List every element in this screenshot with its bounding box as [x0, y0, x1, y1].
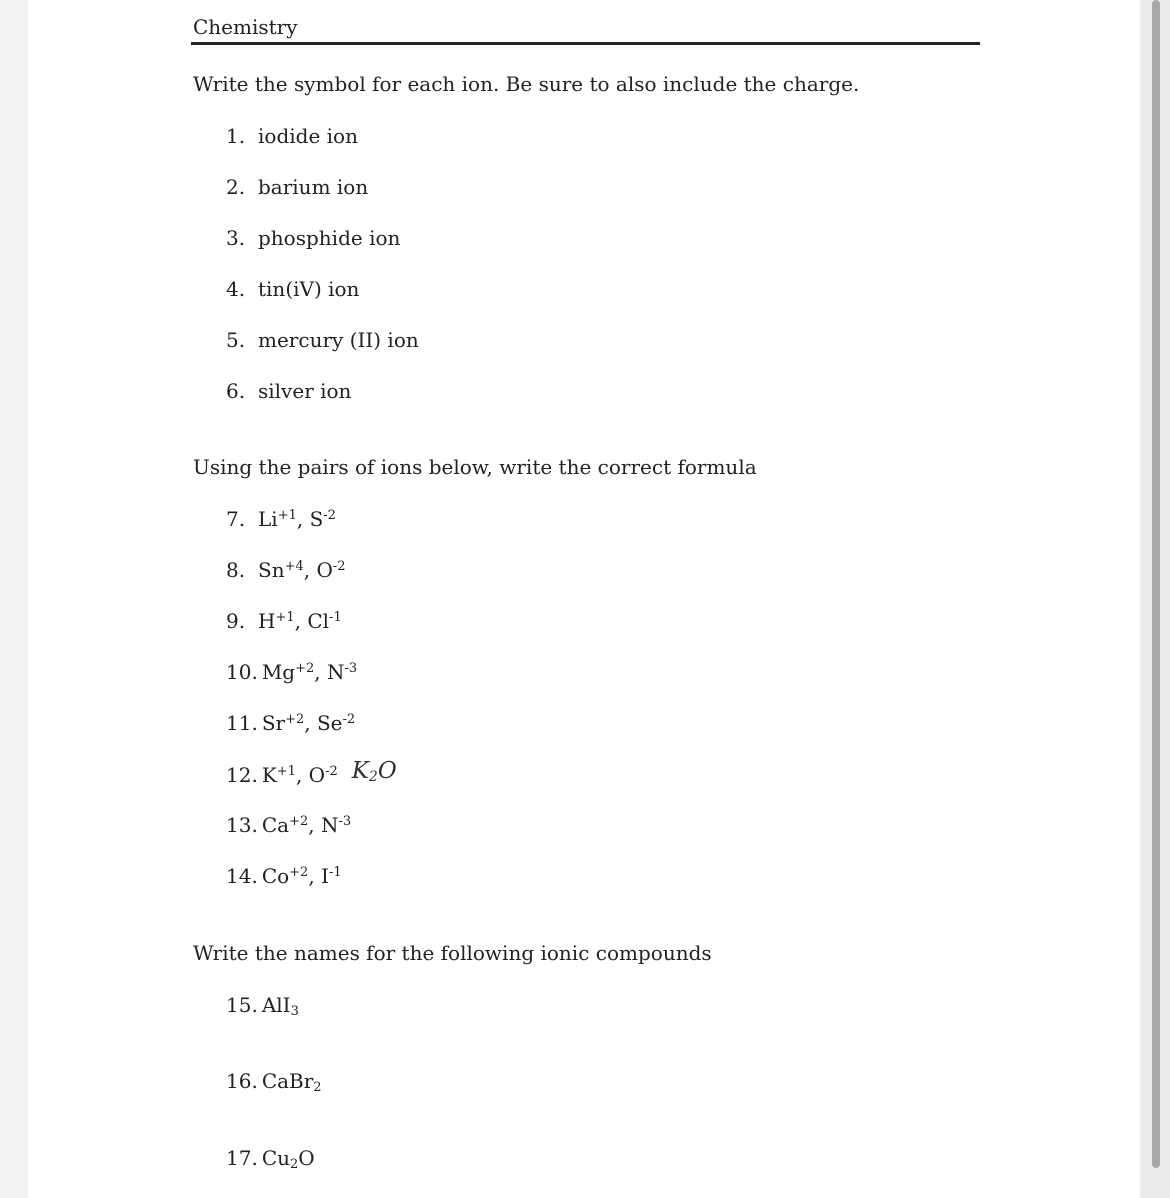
worksheet-page	[28, 0, 1140, 1198]
cation-charge: +1	[276, 764, 296, 779]
formula-tail: O	[298, 1146, 315, 1170]
anion-charge: -2	[323, 508, 336, 523]
question-number: 1.	[226, 124, 246, 148]
cation-symbol: Mg	[261, 660, 296, 684]
question-number: 17.	[226, 1146, 258, 1170]
cation-symbol: K	[261, 763, 277, 787]
compound-formula: Cu	[261, 1146, 290, 1170]
formula-subscript: 3	[290, 1004, 299, 1019]
cation-symbol: Sn	[258, 558, 285, 582]
anion-charge: -1	[329, 610, 342, 625]
question-number: 4.	[226, 277, 246, 301]
question-number: 7.	[226, 507, 246, 531]
cation-charge: +1	[275, 610, 295, 625]
anion-charge: -3	[344, 661, 358, 676]
question-4	[226, 277, 359, 301]
question-number: 3.	[226, 226, 246, 250]
anion-charge: -2	[325, 764, 338, 779]
formula-subscript: 2	[313, 1080, 322, 1095]
question-number: 6.	[226, 379, 246, 403]
page-title: Chemistry	[193, 15, 298, 39]
cation-charge: +4	[284, 559, 304, 574]
anion-symbol: N	[320, 813, 339, 837]
question-text: silver ion	[258, 379, 352, 403]
section1-instruction: Write the symbol for each ion. Be sure to also include the charge.	[193, 72, 860, 96]
question-number: 12.	[226, 763, 258, 787]
page-header	[191, 15, 980, 45]
question-number: 13.	[226, 813, 258, 837]
question-13: 13. $Ca^{+2}$, $N^{-3}$	[226, 813, 352, 837]
question-number: 9.	[226, 609, 246, 633]
cation-charge: +2	[289, 865, 309, 880]
anion-symbol: S	[309, 507, 324, 531]
question-text: iodide ion	[258, 124, 358, 148]
question-number: 14.	[226, 864, 258, 888]
cation-symbol: Sr	[261, 711, 286, 735]
section3-instruction: Write the names for the following ionic compounds	[193, 941, 712, 965]
question-10: 10. $Mg^{+2}$, $N^{-3}$	[226, 660, 358, 684]
cation-symbol: Ca	[261, 813, 290, 837]
anion-charge: -1	[328, 865, 342, 880]
cation-symbol: Co	[261, 864, 290, 888]
question-number: 16.	[226, 1069, 258, 1093]
anion-symbol: I	[321, 864, 329, 888]
question-7: 7. $Li^{+1}$, $S^{-2}$	[226, 507, 336, 531]
question-text: mercury (II) ion	[258, 328, 419, 352]
question-number: 2.	[226, 175, 246, 199]
anion-charge: -2	[342, 712, 356, 727]
question-14: 14. $Co^{+2}$, $I^{-1}$	[226, 864, 342, 888]
question-number: 11.	[226, 711, 258, 735]
question-16	[226, 1069, 322, 1095]
question-1	[226, 124, 358, 148]
formula-subscript: 2	[290, 1157, 299, 1172]
question-text: barium ion	[258, 175, 369, 199]
anion-charge: -3	[338, 814, 352, 829]
question-2	[226, 175, 368, 199]
anion-symbol: Se	[316, 711, 343, 735]
question-number: 8.	[226, 558, 246, 582]
question-15	[226, 993, 299, 1019]
question-text: phosphide ion	[258, 226, 401, 250]
question-text: tin(iV) ion	[258, 277, 360, 301]
question-12: 12. $K^{+1}$, $O^{-2}$ $K_2O$	[226, 758, 397, 787]
question-5	[226, 328, 419, 352]
cation-charge: +2	[295, 661, 315, 676]
cation-symbol: Li	[258, 507, 278, 531]
question-3	[226, 226, 400, 250]
compound-formula: AlI	[261, 993, 291, 1017]
question-17	[226, 1146, 315, 1172]
anion-charge: -2	[332, 559, 346, 574]
question-8: 8. $Sn^{+4}$, $O^{-2}$	[226, 558, 346, 582]
anion-symbol: N	[326, 660, 345, 684]
cation-charge: +2	[289, 814, 309, 829]
compound-formula: CaBr	[261, 1069, 314, 1093]
question-number: 15.	[226, 993, 258, 1017]
anion-symbol: O	[316, 558, 333, 582]
cation-charge: +1	[277, 508, 297, 523]
question-11: 11. $Sr^{+2}$, $Se^{-2}$	[226, 711, 356, 735]
handwritten-answer: $K_2O$	[351, 758, 397, 785]
section2-instruction: Using the pairs of ions below, write the correct formula	[193, 455, 757, 479]
question-6	[226, 379, 351, 403]
scrollbar-thumb[interactable]	[1152, 0, 1160, 1168]
question-number: 10.	[226, 660, 258, 684]
cation-symbol: H	[258, 609, 276, 633]
anion-symbol: Cl	[307, 609, 330, 633]
cation-charge: +2	[285, 712, 305, 727]
question-9: 9. $H^{+1}$, $Cl^{-1}$	[226, 609, 342, 633]
question-number: 5.	[226, 328, 246, 352]
anion-symbol: O	[308, 763, 326, 787]
